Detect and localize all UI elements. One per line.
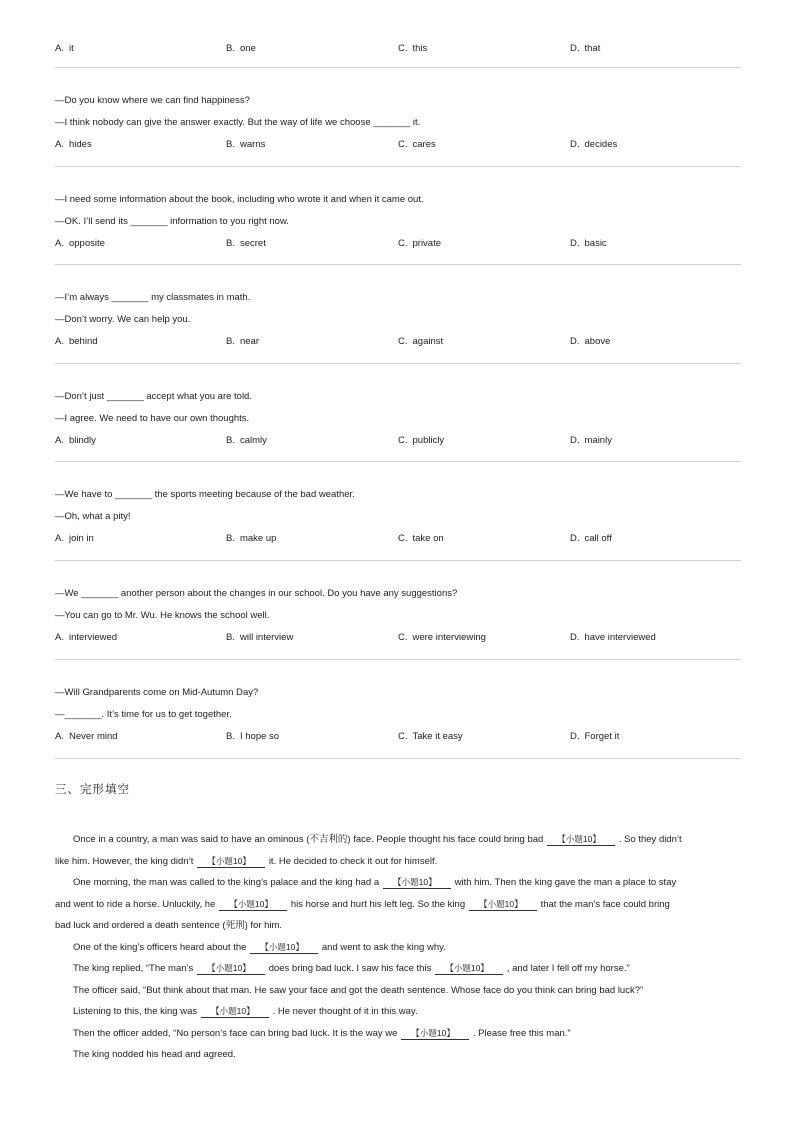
options-8 xyxy=(55,731,741,743)
blank-field[interactable]: 【小题10】 xyxy=(383,877,450,889)
option-text: this xyxy=(412,43,428,54)
options-4 xyxy=(55,336,741,348)
option-key: C. xyxy=(398,238,408,249)
option-a[interactable] xyxy=(55,336,98,348)
option-a[interactable] xyxy=(55,533,94,545)
divider xyxy=(55,461,741,462)
option-key: D. xyxy=(570,238,580,249)
option-key: A. xyxy=(55,336,64,347)
options-3 xyxy=(55,238,741,250)
option-text: have interviewed xyxy=(584,632,656,643)
option-key: C. xyxy=(398,43,408,54)
passage-text: and went to ride a horse. Unluckily, he xyxy=(55,898,216,910)
option-text: Forget it xyxy=(584,731,620,742)
passage-text: Listening to this, the king was xyxy=(73,1006,198,1017)
option-c[interactable] xyxy=(398,435,444,447)
dialogue-line: —I agree. We need to have our own thoughts. xyxy=(55,413,250,424)
option-key: A. xyxy=(55,731,64,742)
passage-text: . Please free this man.” xyxy=(472,1027,571,1039)
passage-line xyxy=(55,833,741,855)
option-d[interactable] xyxy=(570,336,610,348)
option-text: warns xyxy=(239,139,266,150)
option-key: A. xyxy=(55,43,64,54)
dialogue-line: —We _______ another person about the changes in our school. Do you have any suggestions? xyxy=(55,588,458,599)
blank-field[interactable]: 【小题10】 xyxy=(547,834,614,846)
option-text: make up xyxy=(239,533,277,544)
option-b[interactable] xyxy=(226,336,259,348)
option-key: A. xyxy=(55,238,64,249)
option-key: D. xyxy=(570,435,580,446)
options-5 xyxy=(55,435,741,447)
option-key: D. xyxy=(570,43,580,54)
dialogue-line: —I think nobody can give the answer exactly. But the way of life we choose _______ it. xyxy=(55,117,421,128)
passage-text: The king replied, “The man’s xyxy=(73,963,194,974)
option-d[interactable] xyxy=(570,533,612,545)
divider xyxy=(55,264,741,265)
option-text: mainly xyxy=(584,435,612,446)
option-d[interactable] xyxy=(570,139,617,151)
passage-line xyxy=(55,1048,741,1070)
option-b[interactable] xyxy=(226,731,279,743)
option-text: I hope so xyxy=(239,731,280,742)
option-text: behind xyxy=(68,336,98,347)
passage-text: his horse and hurt his left leg. So the king xyxy=(290,898,466,910)
question-8 xyxy=(55,687,741,743)
option-key: D. xyxy=(570,632,580,643)
option-text: hides xyxy=(68,139,92,150)
passage-text: . He never thought of it in this way. xyxy=(272,1006,418,1017)
option-text: opposite xyxy=(68,238,105,249)
option-b[interactable] xyxy=(226,632,293,644)
option-b[interactable] xyxy=(226,139,265,151)
option-text: one xyxy=(239,43,256,54)
divider xyxy=(55,363,741,364)
option-key: D. xyxy=(570,139,580,150)
option-key: B. xyxy=(226,43,235,54)
divider xyxy=(55,166,741,167)
option-text: join in xyxy=(68,533,94,544)
option-text: secret xyxy=(239,238,266,249)
option-key: C. xyxy=(398,533,408,544)
option-d[interactable] xyxy=(570,435,612,447)
options-6 xyxy=(55,533,741,545)
cloze-passage xyxy=(55,833,741,1070)
option-text: it xyxy=(68,43,74,54)
passage-text: bad luck and ordered a death sentence (死刑) for him. xyxy=(55,920,283,931)
dialogue-line: —Oh, what a pity! xyxy=(55,511,131,522)
dialogue-line: —We have to _______ the sports meeting because of the bad weather. xyxy=(55,489,355,500)
dialogue-line: —You can go to Mr. Wu. He knows the school well. xyxy=(55,610,270,621)
option-text: basic xyxy=(584,238,607,249)
passage-text: Then the officer added, “No person’s face can bring bad luck. It is the way we xyxy=(73,1027,398,1039)
passage-line xyxy=(55,898,741,920)
option-text: calmly xyxy=(239,435,267,446)
option-c[interactable] xyxy=(398,632,486,644)
passage-line xyxy=(55,855,741,877)
option-d[interactable] xyxy=(570,238,607,250)
option-key: B. xyxy=(226,731,235,742)
option-c[interactable] xyxy=(398,336,443,348)
passage-line xyxy=(55,1027,741,1049)
option-d[interactable] xyxy=(570,43,600,55)
passage-line xyxy=(55,1005,741,1027)
passage-line xyxy=(55,962,741,984)
option-key: A. xyxy=(55,533,64,544)
option-key: B. xyxy=(226,435,235,446)
question-3 xyxy=(55,194,741,250)
blank-field[interactable]: 【小题10】 xyxy=(197,963,264,975)
dialogue-line: —I’m always _______ my classmates in math. xyxy=(55,292,251,303)
option-text: near xyxy=(239,336,259,347)
blank-field[interactable]: 【小题10】 xyxy=(435,963,502,975)
option-d[interactable] xyxy=(570,632,656,644)
dialogue-line: —Don’t worry. We can help you. xyxy=(55,314,191,325)
question-6 xyxy=(55,489,741,545)
blank-field[interactable]: 【小题10】 xyxy=(201,1006,268,1018)
option-key: C. xyxy=(398,336,408,347)
divider xyxy=(55,659,741,660)
passage-text: , and later I fell off my horse.” xyxy=(506,963,630,974)
option-text: will interview xyxy=(239,632,294,643)
passage-text: The king nodded his head and agreed. xyxy=(73,1049,236,1060)
option-key: B. xyxy=(226,336,235,347)
options-1 xyxy=(55,43,741,55)
option-key: D. xyxy=(570,336,580,347)
option-key: A. xyxy=(55,435,64,446)
passage-line xyxy=(55,876,741,898)
divider xyxy=(55,560,741,561)
option-a[interactable] xyxy=(55,43,74,55)
option-text: that xyxy=(584,43,601,54)
blank-field[interactable]: 【小题10】 xyxy=(197,856,264,868)
option-text: take on xyxy=(412,533,444,544)
option-a[interactable] xyxy=(55,435,96,447)
passage-text: . So they didn’t xyxy=(618,834,682,845)
option-text: interviewed xyxy=(68,632,118,643)
passage-text: and went to ask the king why. xyxy=(321,941,446,953)
dialogue-line: —I need some information about the book, including who wrote it and when it came out. xyxy=(55,194,424,205)
option-a[interactable] xyxy=(55,139,92,151)
passage-line xyxy=(55,919,741,941)
option-text: publicly xyxy=(412,435,445,446)
dialogue-line: —OK. I’ll send its _______ information to you right now. xyxy=(55,216,289,227)
dialogue-line: —_______. It’s time for us to get together. xyxy=(55,709,232,720)
option-text: blindly xyxy=(68,435,96,446)
passage-line xyxy=(55,941,741,963)
option-text: private xyxy=(412,238,442,249)
option-key: C. xyxy=(398,139,408,150)
passage-text: it. He decided to check it out for himself. xyxy=(268,855,438,867)
options-7 xyxy=(55,632,741,644)
option-a[interactable] xyxy=(55,731,118,743)
divider xyxy=(55,67,741,68)
option-b[interactable] xyxy=(226,43,256,55)
option-text: against xyxy=(412,336,444,347)
option-c[interactable] xyxy=(398,43,427,55)
option-key: B. xyxy=(226,533,235,544)
option-text: decides xyxy=(584,139,618,150)
dialogue-line: —Will Grandparents come on Mid-Autumn Day? xyxy=(55,687,259,698)
option-d[interactable] xyxy=(570,731,619,743)
option-key: A. xyxy=(55,632,64,643)
passage-text: that the man’s face could bring xyxy=(540,898,670,910)
option-text: call off xyxy=(584,533,612,544)
option-c[interactable] xyxy=(398,238,441,250)
passage-text: does bring bad luck. I saw his face this xyxy=(268,963,432,974)
option-a[interactable] xyxy=(55,632,117,644)
option-c[interactable] xyxy=(398,533,444,545)
passage-text: The officer said, “But think about that man. He saw your face and got the death sentence. Whose face do you think can bring bad luck?” xyxy=(73,984,644,996)
option-key: C. xyxy=(398,435,408,446)
passage-text: One of the king’s officers heard about the xyxy=(73,941,247,953)
option-key: C. xyxy=(398,731,408,742)
divider xyxy=(55,758,741,759)
dialogue-line: —Don’t just _______ accept what you are told. xyxy=(55,391,252,402)
question-7 xyxy=(55,588,741,644)
option-b[interactable] xyxy=(226,435,267,447)
option-key: B. xyxy=(226,139,235,150)
option-key: D. xyxy=(570,731,580,742)
question-1 xyxy=(55,43,741,55)
option-text: were interviewing xyxy=(412,632,486,643)
blank-field[interactable]: 【小题10】 xyxy=(401,1028,468,1040)
option-text: above xyxy=(584,336,611,347)
question-5 xyxy=(55,391,741,447)
question-4 xyxy=(55,292,741,348)
passage-line xyxy=(55,984,741,1006)
option-key: B. xyxy=(226,632,235,643)
option-key: A. xyxy=(55,139,64,150)
dialogue-line: —Do you know where we can find happiness? xyxy=(55,95,250,106)
passage-text: with him. Then the king gave the man a place to stay xyxy=(454,877,677,888)
blank-field[interactable]: 【小题10】 xyxy=(469,899,536,911)
option-key: B. xyxy=(226,238,235,249)
options-2 xyxy=(55,139,741,151)
passage-text: Once in a country, a man was said to have an ominous (不吉利的) face. People thought his face could bring bad xyxy=(73,834,544,845)
option-b[interactable] xyxy=(226,238,266,250)
question-2 xyxy=(55,95,741,151)
section-title: 三、完形填空 xyxy=(55,782,130,796)
option-key: D. xyxy=(570,533,580,544)
blank-field[interactable]: 【小题10】 xyxy=(250,942,317,954)
blank-field[interactable]: 【小题10】 xyxy=(219,899,286,911)
option-text: Take it easy xyxy=(412,731,463,742)
passage-text: like him. However, the king didn’t xyxy=(55,855,194,867)
option-text: cares xyxy=(412,139,436,150)
passage-text: One morning, the man was called to the king’s palace and the king had a xyxy=(73,877,380,888)
option-text: Never mind xyxy=(68,731,118,742)
option-a[interactable] xyxy=(55,238,105,250)
option-c[interactable] xyxy=(398,731,463,743)
option-c[interactable] xyxy=(398,139,436,151)
option-key: C. xyxy=(398,632,408,643)
option-b[interactable] xyxy=(226,533,276,545)
